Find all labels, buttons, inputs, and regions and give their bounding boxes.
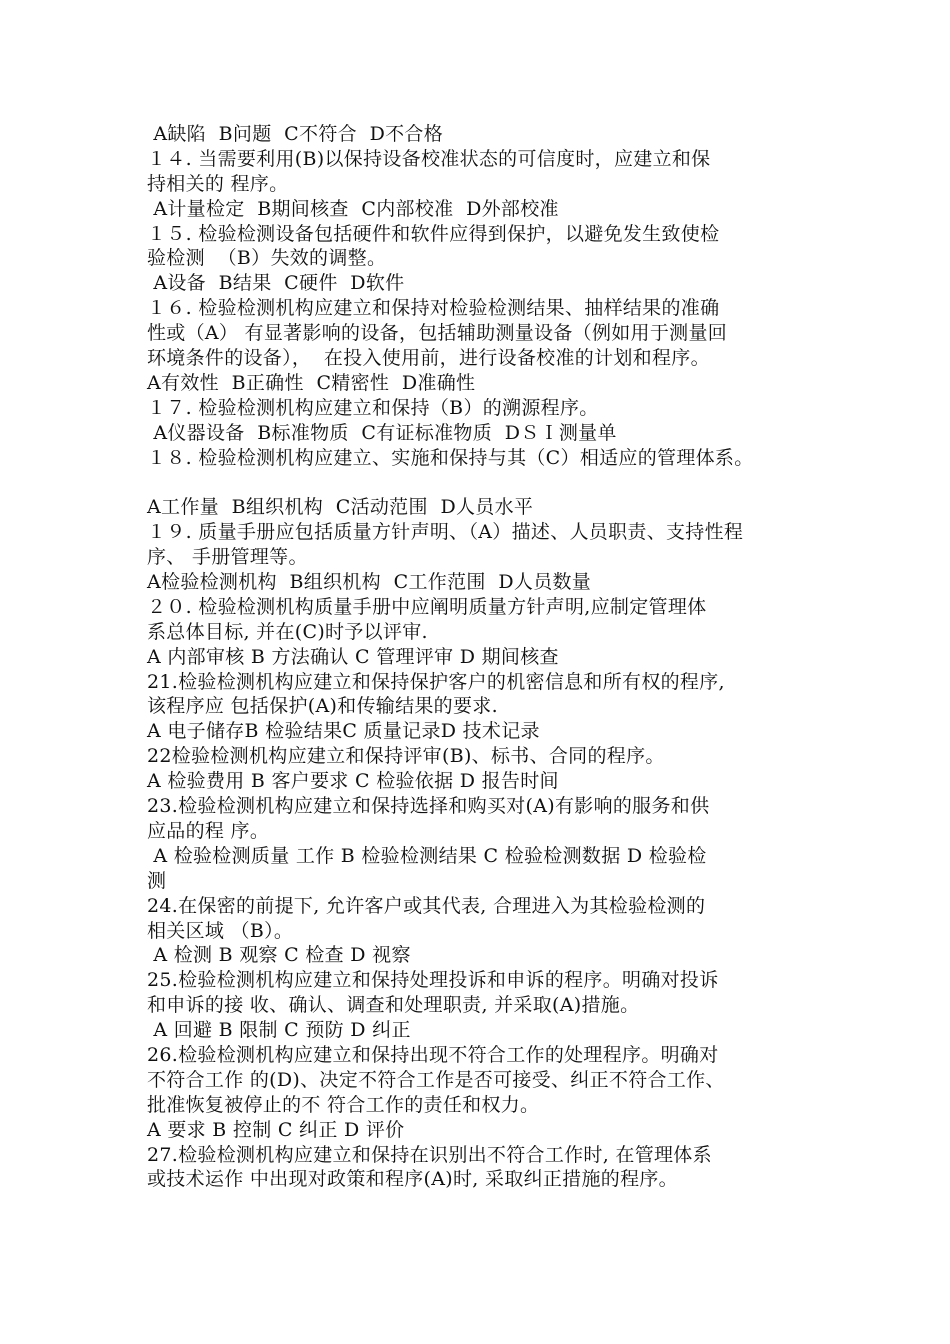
question-24-line-2: 相关区域 （B）。 bbox=[147, 919, 294, 942]
answer-options-26: A 要求 B 控制 C 纠正 D 评价 bbox=[147, 1118, 405, 1141]
question-26-line-2: 不符合工作 的(D)、决定不符合工作是否可接受、纠正不符合工作、 bbox=[147, 1068, 725, 1091]
question-25-line-1: 25.检验检测机构应建立和保持处理投诉和申诉的程序。明确对投诉 bbox=[147, 969, 719, 992]
answer-options-14: A计量检定 B期间核查 C内部校准 D外部校准 bbox=[147, 197, 559, 220]
question-16-line-3: 环境条件的设备）， 在投入使用前，进行设备校准的计划和程序。 bbox=[147, 347, 710, 370]
question-23-line-2: 应品的程 序。 bbox=[147, 819, 270, 842]
question-23-line-1: 23.检验检测机构应建立和保持选择和购买对(A)有影响的服务和供 bbox=[147, 795, 710, 818]
question-26-line-1: 26.检验检测机构应建立和保持出现不符合工作的处理程序。明确对 bbox=[147, 1043, 719, 1066]
answer-options-13: A缺陷 B问题 C不符合 D不合格 bbox=[147, 123, 444, 145]
question-27-line-2: 或技术运作 中出现对政策和程序(A)时, 采取纠正措施的程序。 bbox=[147, 1168, 678, 1191]
answer-options-17: A仪器设备 B标准物质 C有证标准物质 DＳＩ测量单 bbox=[147, 421, 617, 444]
question-24-line-1: 24.在保密的前提下, 允许客户或其代表, 合理进入为其检验检测的 bbox=[147, 894, 706, 917]
question-26-line-3: 批准恢复被停止的不 符合工作的责任和权力。 bbox=[147, 1093, 540, 1116]
question-25-line-2: 和申诉的接 收、确认、调查和处理职责, 并采取(A)措施。 bbox=[147, 994, 640, 1017]
question-14-line-1: １４. 当需要利用(B)以保持设备校准状态的可信度时，应建立和保 bbox=[147, 147, 711, 170]
question-27-line-1: 27.检验检测机构应建立和保持在识别出不符合工作时, 在管理体系 bbox=[147, 1143, 712, 1166]
answer-options-23-line-2: 测 bbox=[147, 869, 167, 892]
answer-options-20: A 内部审核 B 方法确认 C 管理评审 D 期间核查 bbox=[147, 645, 559, 668]
question-21-line-2: 该程序应 包括保护(A)和传输结果的要求. bbox=[147, 695, 498, 718]
question-15-line-1: １５. 检验检测设备包括硬件和软件应得到保护，以避免发生致使检 bbox=[147, 222, 720, 245]
answer-options-18: A工作量 B组织机构 C活动范围 D人员水平 bbox=[147, 496, 534, 519]
answer-options-16: A有效性 B正确性 C精密性 D准确性 bbox=[147, 371, 476, 394]
question-19-line-1: １９. 质量手册应包括质量方针声明、（A）描述、人员职责、支持性程 bbox=[147, 521, 744, 544]
question-20-line-2: 系总体目标, 并在(C)时予以评审. bbox=[147, 620, 428, 643]
document-body bbox=[147, 122, 827, 1192]
question-20-line-1: ２０. 检验检测机构质量手册中应阐明质量方针声明,应制定管理体 bbox=[147, 595, 707, 618]
answer-options-24: A 检测 B 观察 C 检查 D 视察 bbox=[147, 944, 411, 967]
answer-options-22: A 检验费用 B 客户要求 C 检验依据 D 报告时间 bbox=[147, 770, 559, 793]
question-21-line-1: 21.检验检测机构应建立和保持保护客户的机密信息和所有权的程序, bbox=[147, 670, 725, 693]
question-16-line-1: １６. 检验检测机构应建立和保持对检验检测结果、抽样结果的准确 bbox=[147, 297, 720, 320]
question-17-line-1: １７. 检验检测机构应建立和保持（B）的溯源程序。 bbox=[147, 396, 599, 419]
question-15-line-2: 验检测 （B）失效的调整。 bbox=[147, 247, 387, 270]
question-19-line-2: 序、 手册管理等。 bbox=[147, 546, 308, 569]
question-18-line-1: １８. 检验检测机构应建立、实施和保持与其（C）相适应的管理体系。 bbox=[147, 446, 754, 469]
answer-options-25: A 回避 B 限制 C 预防 D 纠正 bbox=[147, 1019, 411, 1042]
question-22-line-1: 22检验检测机构应建立和保持评审(B)、标书、合同的程序。 bbox=[147, 745, 665, 768]
answer-options-15: A设备 B结果 C硬件 D软件 bbox=[147, 272, 405, 295]
answer-options-19: A检验检测机构 B组织机构 C工作范围 D人员数量 bbox=[147, 571, 592, 594]
blank-line bbox=[147, 470, 827, 495]
question-14-line-2: 持相关的 程序。 bbox=[147, 172, 289, 195]
answer-options-21: A 电子储存B 检验结果C 质量记录D 技术记录 bbox=[147, 720, 540, 743]
answer-options-23-line-1: A 检验检测质量 工作 B 检验检测结果 C 检验检测数据 D 检验检 bbox=[147, 844, 707, 867]
question-16-line-2: 性或（A） 有显著影响的设备，包括辅助测量设备（例如用于测量回 bbox=[147, 322, 728, 345]
